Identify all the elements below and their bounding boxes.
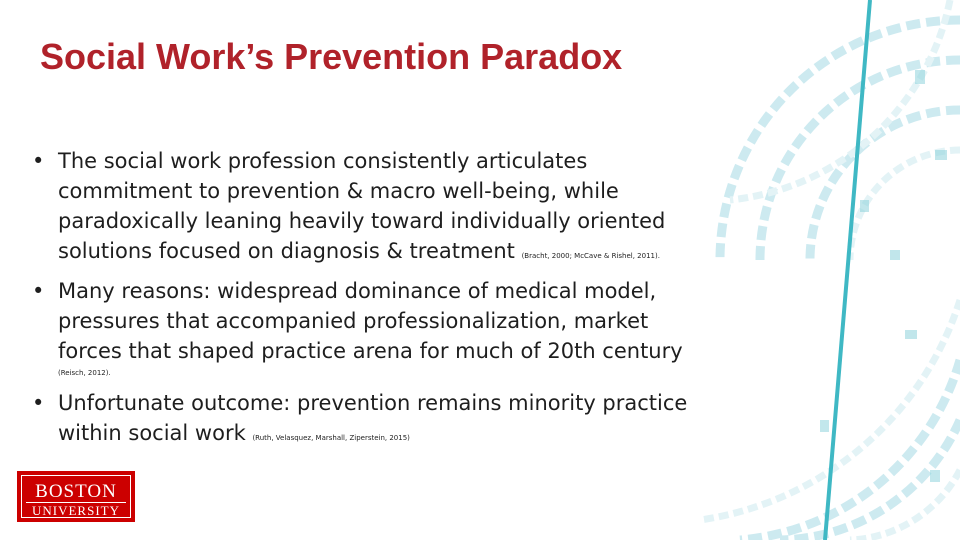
bullet-item: [30, 146, 690, 266]
bullet-text: Many reasons: widespread dominance of medical model, pressures that accompanied professionalization, market forces that shaped practice arena for much of 20th century: [58, 279, 683, 363]
bullet-citation: (Reisch, 2012).: [58, 369, 111, 377]
bullet-citation: (Ruth, Velasquez, Marshall, Ziperstein, 2015): [252, 434, 410, 442]
bullet-dot-icon: •: [32, 279, 45, 303]
logo-line2: UNIVERSITY: [32, 503, 120, 518]
bullet-text: Unfortunate outcome: prevention remains minority practice within social work: [58, 391, 688, 445]
boston-university-logo: [17, 471, 135, 522]
bullet-list: [30, 146, 690, 458]
bullet-text: The social work profession consistently articulates commitment to prevention & macro well-being, while paradoxically leaning heavily toward individually oriented solutions focused on diagnosis & treatment: [58, 149, 666, 263]
logo-border: [21, 475, 131, 518]
bullet-item: [30, 388, 690, 448]
slide-title: Social Work’s Prevention Paradox: [40, 36, 623, 77]
bullet-dot-icon: •: [32, 391, 45, 415]
bullet-item: [30, 276, 690, 378]
bullet-citation: (Bracht, 2000; McCave & Rishel, 2011).: [521, 252, 660, 260]
logo-line1: BOSTON: [35, 481, 117, 502]
bullet-dot-icon: •: [32, 149, 45, 173]
decorative-pattern: [700, 0, 960, 540]
